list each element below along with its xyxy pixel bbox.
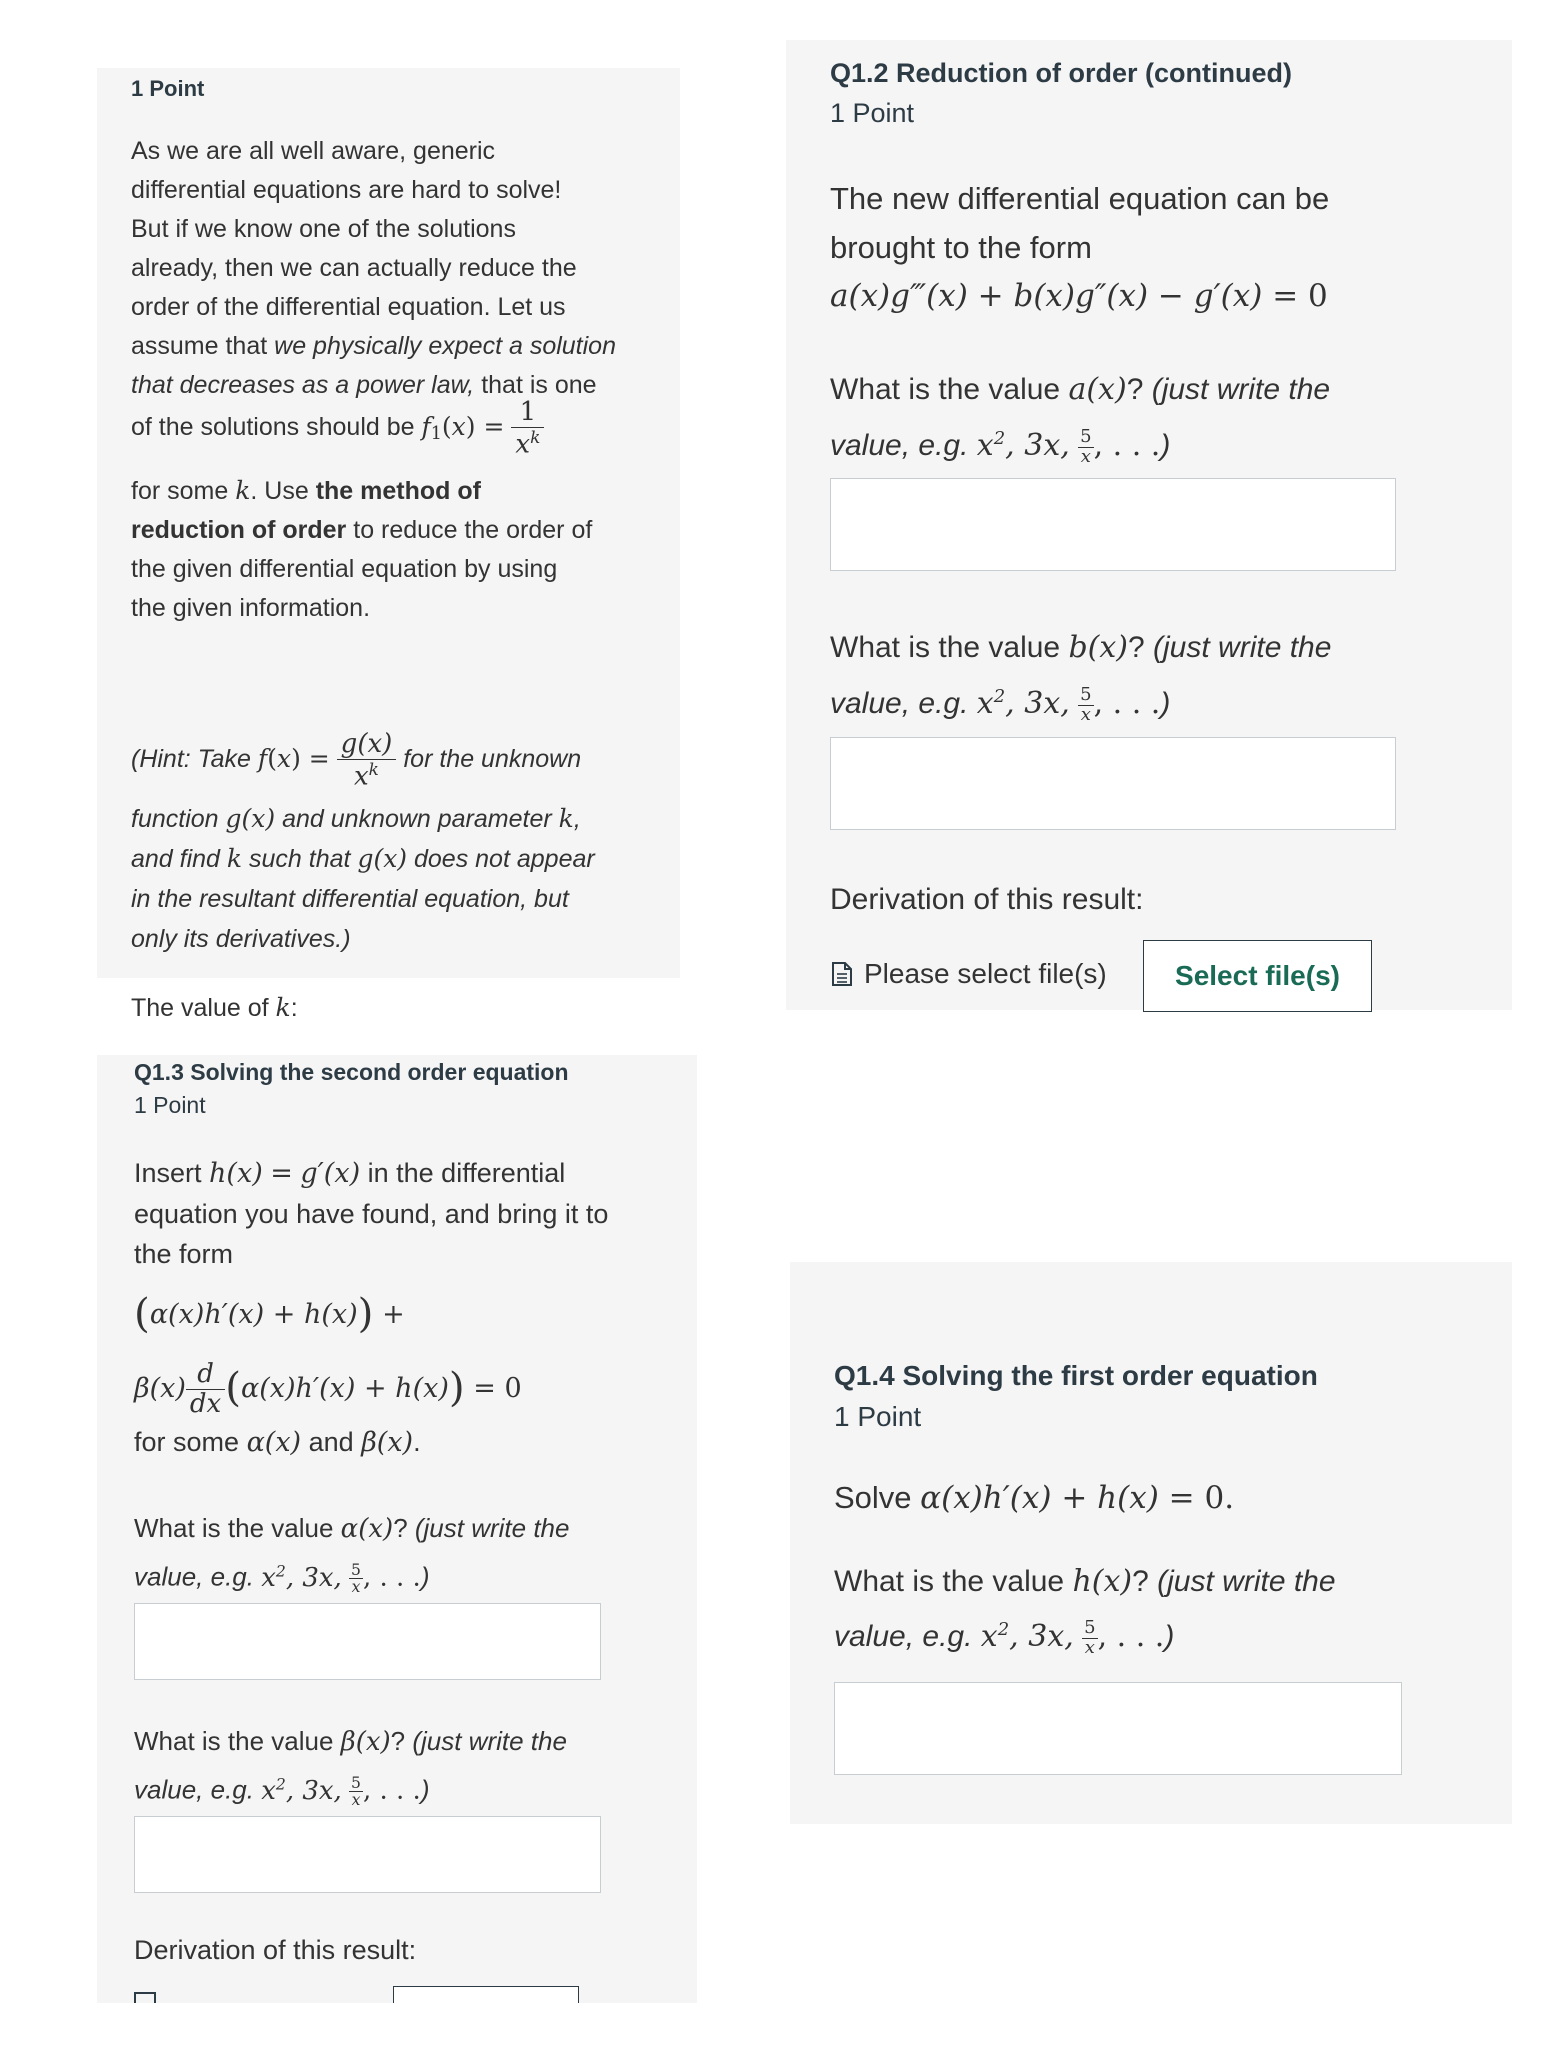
q14-points: 1 Point bbox=[834, 1401, 922, 1432]
q12-question-b: What is the value b(x)? (just write the value, e.g. $x^2$, 3x, $\frac{5}{x}$ , . . .) bbox=[830, 630, 1332, 725]
q11-hint-line1: (Hint: Take f(x) = $\frac{g(x)}{x^k}$ for the unknown bbox=[131, 729, 582, 792]
select-files-button-partial[interactable] bbox=[393, 1986, 579, 2003]
q14-answer-h[interactable] bbox=[834, 1682, 1402, 1775]
q14-solve: Solve α(x)h′(x) + h(x) = 0. bbox=[834, 1480, 1235, 1516]
q12-points: 1 Point bbox=[830, 98, 915, 128]
q14-panel bbox=[790, 1262, 1512, 1824]
q13-answer-beta[interactable] bbox=[134, 1816, 601, 1893]
q13-for-some: for some α(x) and β(x). bbox=[134, 1427, 421, 1458]
q13-question-beta: What is the value β(x)? (just write the value, e.g. $x^2$, 3x, $\frac{5}{x}$ , . . .) bbox=[134, 1726, 567, 1810]
q12-title: Q1.2 Reduction of order (continued) bbox=[830, 58, 1293, 88]
file-icon bbox=[830, 961, 854, 987]
q14-title: Q1.4 Solving the first order equation bbox=[834, 1360, 1318, 1391]
q11-intro: As we are all well aware, generic differential equations are hard to solve! But if we know one of the solutions already, then we can actually reduce the order of the differential equation. Let us assume that we physically expect a solution that decreases as a power law, that is one bbox=[131, 137, 616, 399]
q13-intro: Insert h(x) = g′(x) in the differential equation you have found, and bring it to the form bbox=[134, 1158, 609, 1269]
q13-panel bbox=[97, 1055, 697, 2003]
q13-equation: (α(x)h′(x) + h(x)) + β(x) $\frac{d}{dx}$ (α(x)h′(x) + h(x)) = 0 bbox=[134, 1289, 522, 1419]
q11-method: for some k. Use the method of reduction of order to reduce the order of the given differential equation by using the given information. bbox=[131, 476, 593, 622]
q13-points: 1 Point bbox=[134, 1092, 206, 1118]
q12-answer-a[interactable] bbox=[830, 478, 1396, 571]
q13-question-alpha: What is the value α(x)? (just write the value, e.g. $x^2$, 3x, $\frac{5}{x}$ , . . .) bbox=[134, 1513, 570, 1597]
q13-answer-alpha[interactable] bbox=[134, 1603, 601, 1680]
q12-question-a: What is the value a(x)? (just write the value, e.g. $x^2$, 3x, $\frac{5}{x}$ , . . .) bbox=[830, 372, 1331, 467]
q11-hint-rest: function g(x) and unknown parameter k, and find k such that g(x) does not appear in the resultant differential equation, but only its derivatives.) bbox=[131, 804, 595, 953]
q11-value-k: The value of k: bbox=[131, 993, 298, 1022]
q12-panel bbox=[786, 40, 1512, 1010]
q12-answer-b[interactable] bbox=[830, 737, 1396, 830]
q11-points: 1 Point bbox=[131, 76, 205, 101]
q13-title: Q1.3 Solving the second order equation bbox=[134, 1059, 569, 1085]
q12-file-status: Please select file(s) bbox=[830, 958, 1107, 990]
file-icon bbox=[134, 1992, 156, 2003]
q12-intro: The new differential equation can be brought to the form a(x)g‴(x) + b(x)g″(x) − g′(x) = 0 bbox=[830, 181, 1330, 314]
q14-question-h: What is the value h(x)? (just write the value, e.g. $x^2$, 3x, $\frac{5}{x}$ , . . .) bbox=[834, 1564, 1336, 1658]
q11-panel bbox=[97, 68, 680, 1022]
q11-solution-line: of the solutions should be f1(x) = $\frac{1}{x^k}$ bbox=[131, 398, 671, 459]
select-files-button[interactable]: Select file(s) bbox=[1143, 940, 1372, 1012]
q13-derivation-label: Derivation of this result: bbox=[134, 1935, 417, 1965]
q12-derivation-label: Derivation of this result: bbox=[830, 883, 1144, 916]
